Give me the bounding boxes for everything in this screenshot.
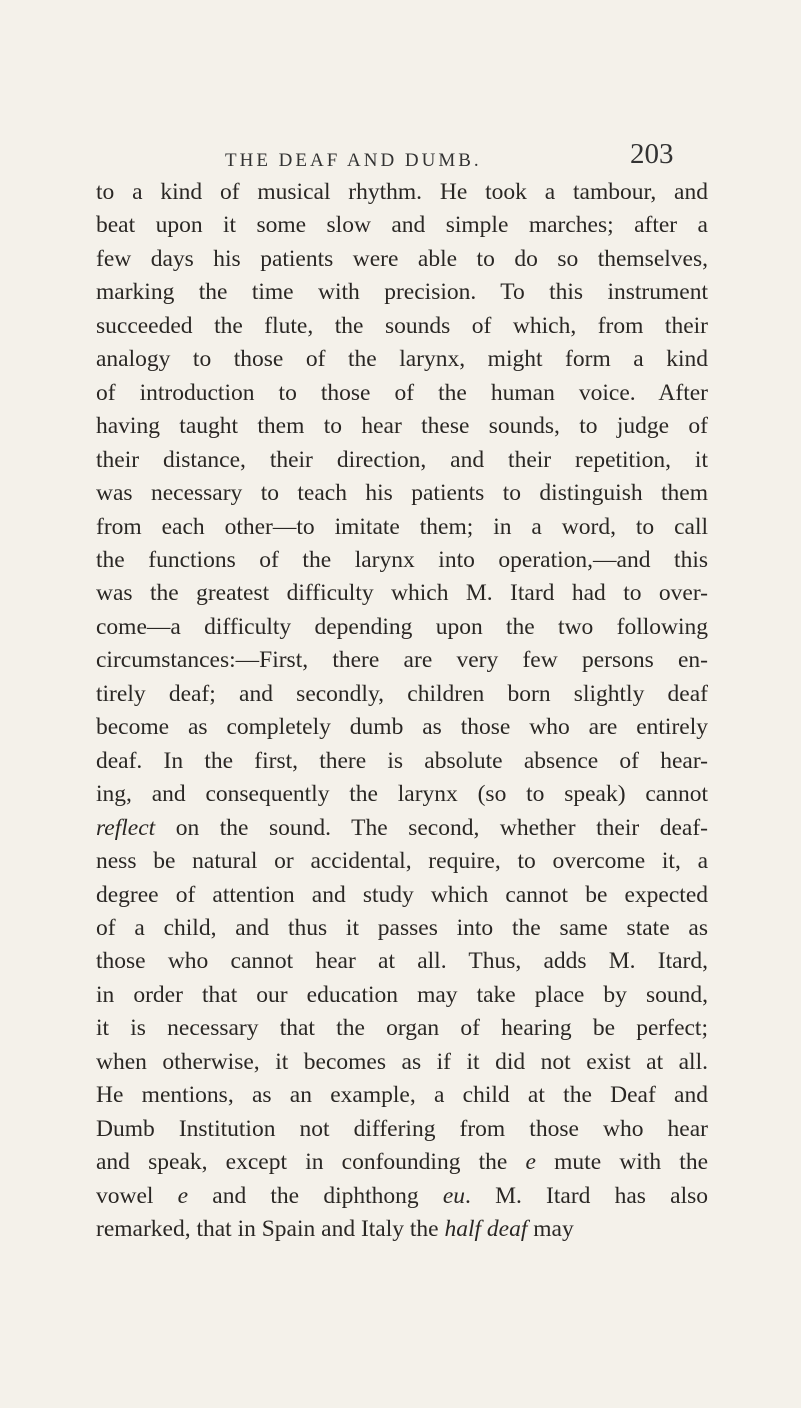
- text-span: vowel: [96, 1182, 178, 1209]
- italic-word: e: [177, 1182, 189, 1209]
- text-line: [96, 1180, 708, 1213]
- text-line: [96, 812, 708, 845]
- running-head: [0, 138, 801, 178]
- text-line: beat upon it some slow and simple marches; after a: [96, 212, 708, 239]
- text-line: when otherwise, it becomes as if it did not exist at all.: [96, 1048, 708, 1075]
- body-text: [96, 176, 708, 1247]
- text-line: the functions of the larynx into operation,—and this: [96, 546, 708, 573]
- text-line: tirely deaf; and secondly, children born slightly deaf: [96, 680, 708, 707]
- text-line: [96, 1146, 708, 1179]
- text-line: become as completely dumb as those who are entirely: [96, 714, 708, 741]
- text-span: mute with the: [535, 1149, 709, 1176]
- text-line: of a child, and thus it passes into the same state as: [96, 914, 708, 941]
- text-line: succeeded the flute, the sounds of which, from their: [96, 312, 708, 339]
- text-line: having taught them to hear these sounds, to judge of: [96, 413, 708, 440]
- text-span: may: [527, 1216, 574, 1243]
- text-line: in order that our education may take place by sound,: [96, 981, 708, 1008]
- text-line: come—a difficulty depending upon the two following: [96, 613, 708, 640]
- text-line: degree of attention and study which cannot be expected: [96, 881, 708, 908]
- text-line: it is necessary that the organ of hearing be perfect;: [96, 1015, 708, 1042]
- text-span: remarked, that in Spain and Italy the: [96, 1216, 445, 1243]
- text-line: their distance, their direction, and their repetition, it: [96, 446, 708, 473]
- italic-word: e: [525, 1149, 536, 1176]
- text-line: to a kind of musical rhythm. He took a tambour, and: [96, 179, 708, 205]
- text-line: [96, 1213, 708, 1246]
- italic-word: reflect: [96, 814, 156, 841]
- text-line: Dumb Institution not differing from those who hear: [96, 1115, 708, 1142]
- text-line: of introduction to those of the human voice. After: [96, 379, 708, 406]
- text-line: analogy to those of the larynx, might form a kind: [96, 346, 708, 373]
- text-line: was necessary to teach his patients to distinguish them: [96, 480, 708, 507]
- text-span: on the sound. The second, whether their deaf-: [155, 814, 708, 841]
- italic-word: eu: [442, 1182, 466, 1209]
- text-line: ness be natural or accidental, require, to overcome it, a: [96, 848, 708, 875]
- text-line: those who cannot hear at all. Thus, adds M. Itard,: [96, 948, 708, 975]
- text-line: He mentions, as an example, a child at the Deaf and: [96, 1082, 708, 1109]
- text-span: . M. Itard has also: [465, 1182, 709, 1209]
- text-span: and speak, except in confounding the: [96, 1149, 526, 1176]
- italic-word: half deaf: [444, 1216, 528, 1243]
- text-line: ing, and consequently the larynx (so to speak) cannot: [96, 781, 708, 808]
- page-number: 203: [630, 138, 674, 170]
- text-span: and the diphthong: [188, 1182, 443, 1209]
- text-line: circumstances:—First, there are very few persons en-: [96, 647, 708, 674]
- text-line: marking the time with precision. To this instrument: [96, 279, 708, 306]
- text-line: from each other—to imitate them; in a word, to call: [96, 513, 708, 540]
- text-line: few days his patients were able to do so themselves,: [96, 245, 708, 272]
- text-line: was the greatest difficulty which M. Itard had to over-: [96, 580, 708, 607]
- text-line: deaf. In the first, there is absolute absence of hear-: [96, 747, 708, 774]
- running-title: THE DEAF AND DUMB.: [225, 150, 482, 171]
